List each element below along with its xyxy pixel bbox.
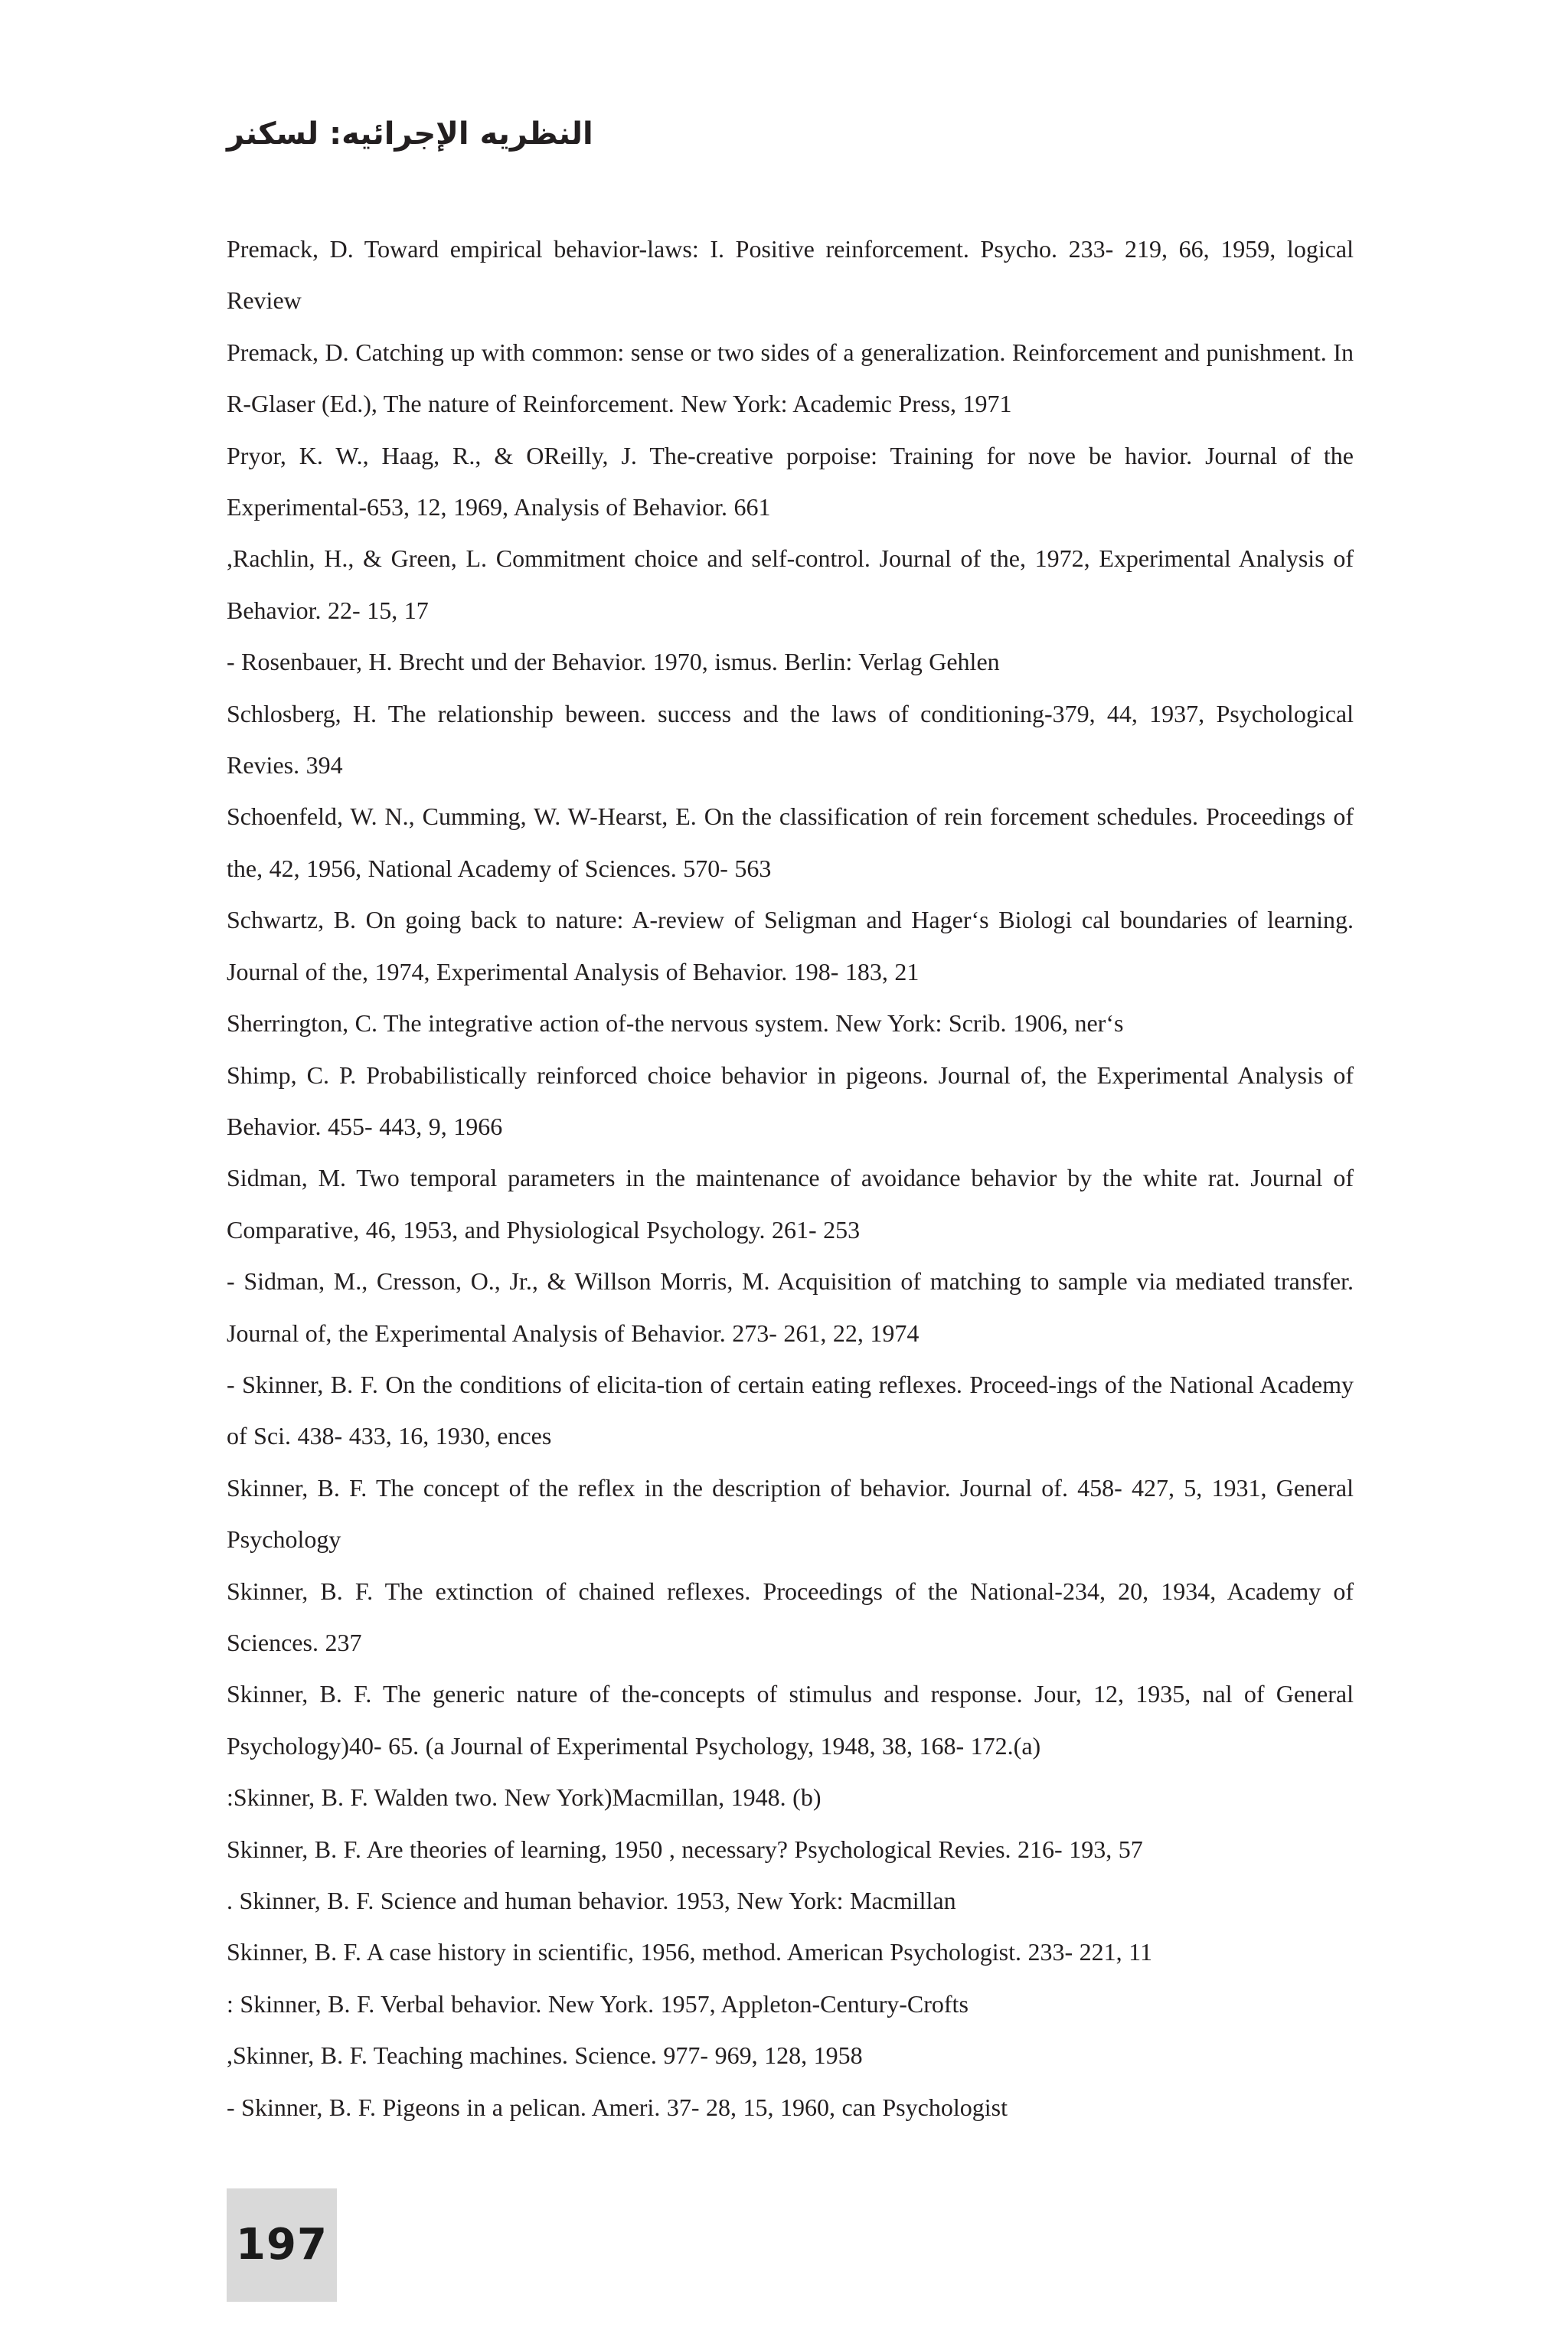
reference-entry: Premack, D. Catching up with common: sense or two sides of a generalization. Reinforcement and punishment. In R-Glaser (Ed.), The nature of Reinforcement. New York: Academic Press, 1971 (227, 338, 1354, 418)
reference-entry: - Rosenbauer, H. Brecht und der Behavior. 1970, ismus. Berlin: Verlag Gehlen (227, 648, 1000, 676)
reference-entry: :Skinner, B. F. Walden two. New York)Macmillan, 1948. (b) (227, 1783, 822, 1812)
reference-entry: Skinner, B. F. A case history in scientific, 1956, method. American Psychologist. 233- 221, 11 (227, 1938, 1152, 1966)
reference-entry: - Skinner, B. F. On the conditions of elicita-tion of certain eating reflexes. Proceed-ings of the National Academy of Sci. 438- 433, 16, 1930, ences (227, 1370, 1354, 1450)
reference-entry: Schoenfeld, W. N., Cumming, W. W-Hearst, E. On the classification of rein forcement schedules. Proceedings of the, 42, 1956, National Academy of Sciences. 570- 563 (227, 802, 1354, 882)
running-header-title: النظريه الإجرائيه: لسكنر (227, 116, 593, 152)
reference-list (227, 224, 1354, 2133)
reference-entry: : Skinner, B. F. Verbal behavior. New York. 1957, Appleton-Century-Crofts (227, 1989, 969, 2018)
page-number: 197 (236, 2220, 328, 2270)
reference-entry: Skinner, B. F. The generic nature of the-concepts of stimulus and response. Jour, 12, 1935, nal of General Psychology)40- 65. (a Journal of Experimental Psychology, 1948, 38, 168- 172.(a) (227, 1680, 1354, 1760)
reference-entry: - Sidman, M., Cresson, O., Jr., & Willson Morris, M. Acquisition of matching to sample via mediated transfer. Journal of, the Experimental Analysis of Behavior. 273- 261, 22, 1974 (227, 1267, 1354, 1347)
reference-entry: Schlosberg, H. The relationship beween. success and the laws of conditioning-379, 44, 1937, Psychological Revies. 394 (227, 699, 1354, 780)
reference-entry: Premack, D. Toward empirical behavior-laws: I. Positive reinforcement. Psycho. 233- 219, 66, 1959, logical Review (227, 235, 1354, 315)
reference-entry: Skinner, B. F. The concept of the reflex in the description of behavior. Journal of. 458- 427, 5, 1931, General Psychology (227, 1473, 1354, 1554)
reference-entry: Pryor, K. W., Haag, R., & OReilly, J. The-creative porpoise: Training for nove be havior. Journal of the Experimental-653, 12, 1969, Analysis of Behavior. 661 (227, 441, 1354, 521)
reference-entry: - Skinner, B. F. Pigeons in a pelican. Ameri. 37- 28, 15, 1960, can Psychologist (227, 2093, 1008, 2121)
reference-entry: ,Skinner, B. F. Teaching machines. Science. 977- 969, 128, 1958 (227, 2041, 863, 2070)
reference-entry: ,Rachlin, H., & Green, L. Commitment choice and self-control. Journal of the, 1972, Experimental Analysis of Behavior. 22- 15, 17 (227, 544, 1354, 624)
reference-entry: Schwartz, B. On going back to nature: A-review of Seligman and Hager‘s Biologi cal boundaries of learning. Journal of the, 1974, Experimental Analysis of Behavior. 198- 183, 21 (227, 906, 1354, 985)
reference-entry: Sherrington, C. The integrative action of-the nervous system. New York: Scrib. 1906, ner‘s (227, 1009, 1124, 1038)
reference-entry: Sidman, M. Two temporal parameters in the maintenance of avoidance behavior by the white rat. Journal of Comparative, 46, 1953, and Physiological Psychology. 261- 253 (227, 1164, 1354, 1244)
page-number-box (227, 2188, 337, 2302)
reference-entry: Skinner, B. F. Are theories of learning, 1950 , necessary? Psychological Revies. 216- 193, 57 (227, 1835, 1143, 1863)
reference-entry: Skinner, B. F. The extinction of chained reflexes. Proceedings of the National-234, 20, 1934, Academy of Sciences. 237 (227, 1577, 1354, 1656)
reference-entry: Shimp, C. P. Probabilistically reinforced choice behavior in pigeons. Journal of, the Experimental Analysis of Behavior. 455- 443, 9, 1966 (227, 1061, 1354, 1140)
reference-entry: . Skinner, B. F. Science and human behavior. 1953, New York: Macmillan (227, 1887, 956, 1914)
